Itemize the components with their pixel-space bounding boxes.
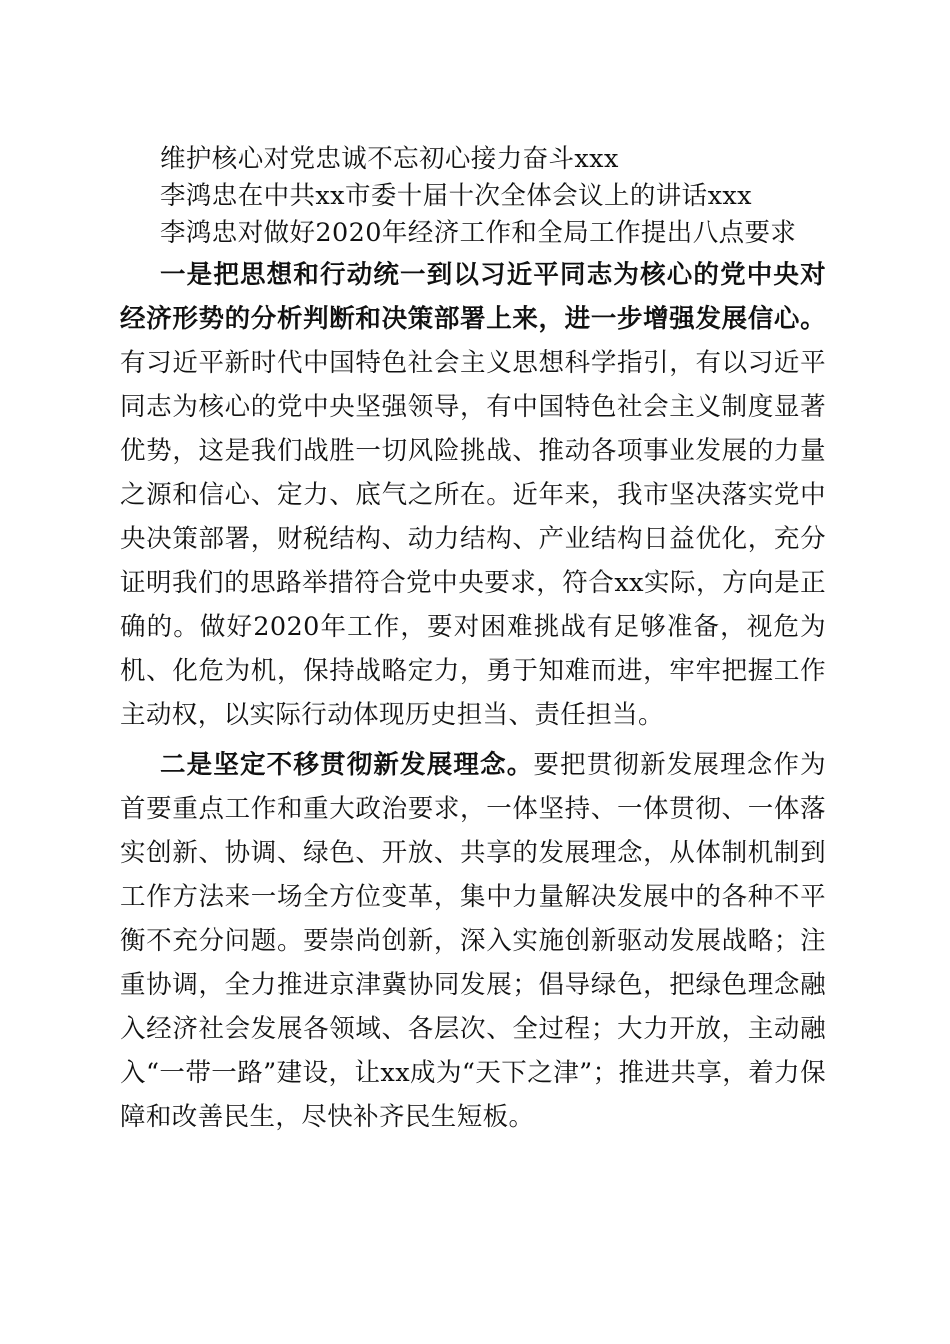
heading-line-3: 李鸿忠对做好2020年经济工作和全局工作提出八点要求 [160,218,797,248]
paragraph-1-lead: 一是把思想和行动统一到以习近平同志为核心的党中央对经济形势的分析判断和决策部署上来，进一步增强发展信心。 [120,260,826,334]
paragraph-1 [120,253,826,737]
document-body [120,141,826,1139]
paragraph-2-body: 要把贯彻新发展理念作为首要重点工作和重大政治要求，一体坚持、一体贯彻、一体落实创新、协调、绿色、开放、共享的发展理念，从体制机制到工作方法来一场全方位变革，集中力量解决发展中的各种不平衡不充分问题。要崇尚创新，深入实施创新驱动发展战略；注重协调，全力推进京津冀协同发展；倡导绿色，把绿色理念融入经济社会发展各领域、各层次、全过程；大力开放，主动融入“一带一路”建设，让xx成为“天下之津”；推进共享，着力保障和改善民生，尽快补齐民生短板。 [120,750,826,1132]
paragraph-1-body: 有习近平新时代中国特色社会主义思想科学指引，有以习近平同志为核心的党中央坚强领导，有中国特色社会主义制度显著优势，这是我们战胜一切风险挑战、推动各项事业发展的力量之源和信心、定力、底气之所在。近年来，我市坚决落实党中央决策部署，财税结构、动力结构、产业结构日益优化，充分证明我们的思路举措符合党中央要求，符合xx实际，方向是正确的。做好2020年工作，要对困难挑战有足够准备，视危为机、化危为机，保持战略定力，勇于知难而进，牢牢把握工作主动权，以实际行动体现历史担当、责任担当。 [120,348,826,730]
heading-line-2: 李鸿忠在中共xx市委十届十次全体会议上的讲话xxx [160,181,752,211]
heading-line-1: 维护核心对党忠诚不忘初心接力奋斗xxx [160,144,619,174]
paragraph-2-lead: 二是坚定不移贯彻新发展理念。 [160,750,534,780]
paragraph-2 [120,743,826,1139]
